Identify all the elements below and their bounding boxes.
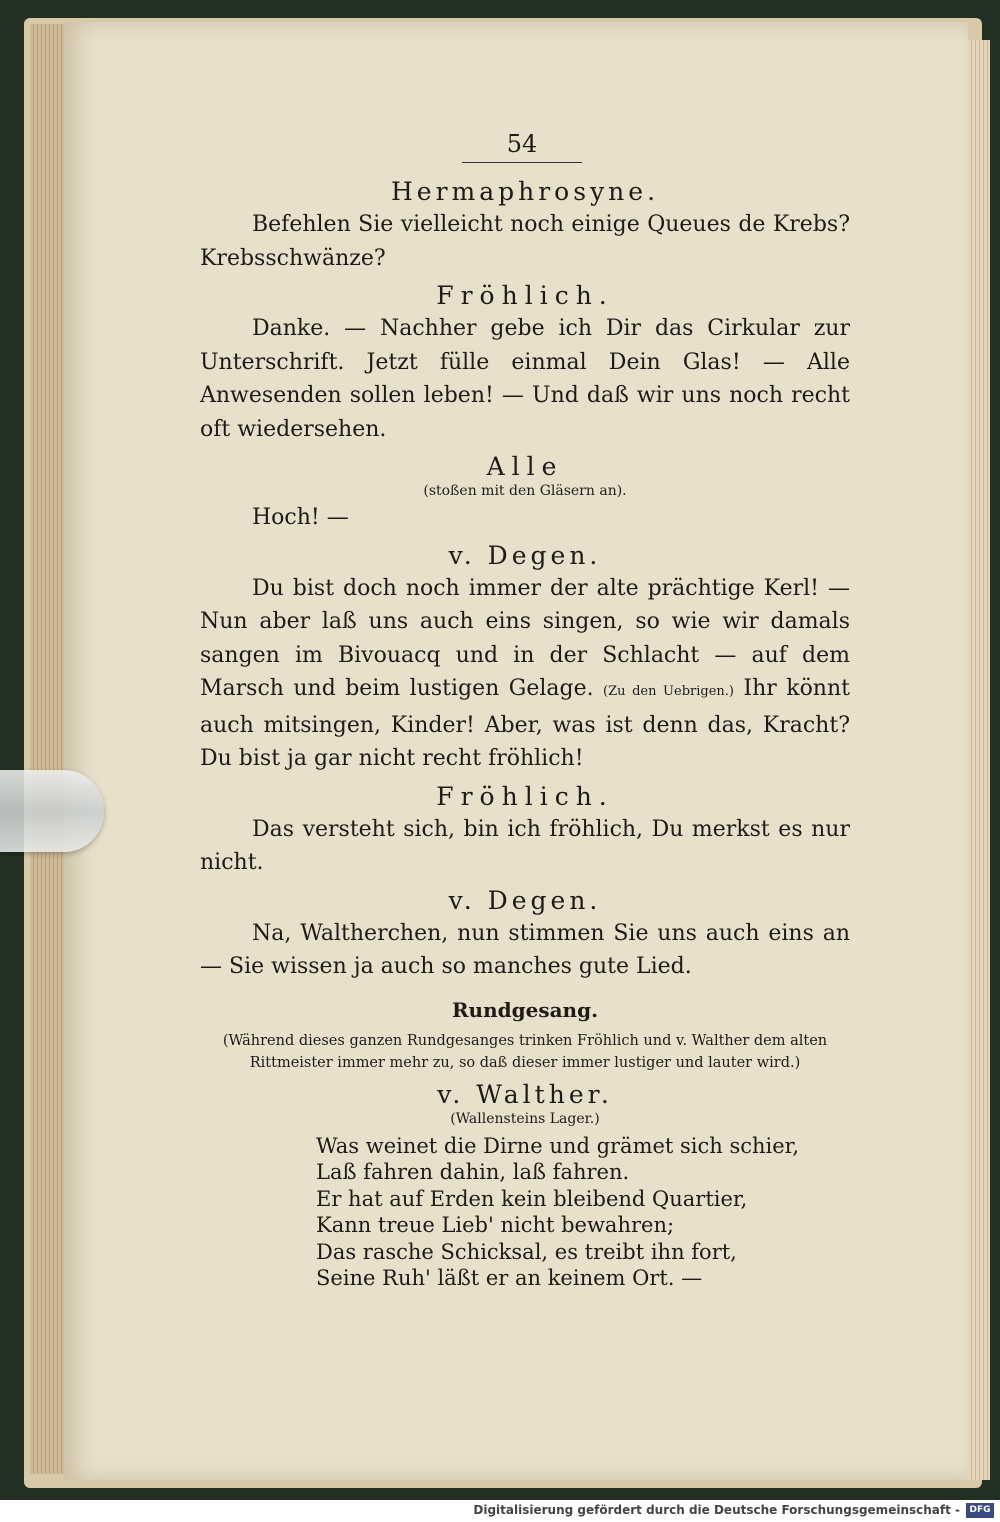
dfg-logo: DFG: [966, 1503, 994, 1518]
dialogue-text: Das versteht sich, bin ich fröhlich, Du merkst es nur nicht.: [200, 816, 850, 875]
song-verse: [316, 1133, 850, 1292]
page-number: 54: [462, 130, 582, 163]
speaker-name: v. Degen.: [448, 885, 602, 915]
funding-notice: Digitalisierung gefördert durch die Deutsche Forschungsgemeinschaft -: [473, 1503, 960, 1517]
speaker-name: Hermaphrosyne.: [390, 177, 660, 206]
stage-direction: (Zu den Uebrigen.): [603, 684, 734, 699]
dialogue-text: [200, 572, 850, 776]
stage-direction: (Wallensteins Lager.): [450, 1110, 600, 1127]
dialogue-text: Danke. — Nachher gebe ich Dir das Cirkular zur Unterschrift. Jetzt fülle einmal Dein Glas! — Alle Anwesenden sollen leben! — Und daß wir uns noch recht oft wiedersehen.: [200, 316, 850, 442]
speaker-name: Fröhlich.: [436, 281, 614, 310]
page-clip: [0, 770, 104, 852]
dialogue-text-part: Ihr könnt auch mitsingen, Kinder! Aber, was ist denn das, Kracht? Du bist ja gar nicht recht fröhlich!: [200, 676, 850, 771]
verse-line: Was weinet die Dirne und grämet sich schier,: [316, 1133, 800, 1158]
speaker-name: v. Walther.: [437, 1079, 613, 1109]
stage-direction: (stoßen mit den Gläsern an).: [423, 483, 627, 499]
stage-note: (Während dieses ganzen Rundgesanges trinken Fröhlich und v. Walther dem alten Rittmeister immer mehr zu, so daß dieser immer lustiger und lauter wird.): [222, 1032, 828, 1071]
verse-line: Er hat auf Erden kein bleibend Quartier,: [316, 1186, 748, 1211]
verse-line: Das rasche Schicksal, es treibt ihn fort,: [316, 1239, 737, 1264]
speaker-name: v. Degen.: [448, 540, 602, 570]
verse-line: Kann treue Lieb' nicht bewahren;: [316, 1213, 675, 1237]
dialogue-text: Befehlen Sie vielleicht noch einige Queues de Krebs? Krebsschwänze?: [200, 212, 850, 271]
speaker-name: Alle: [486, 452, 564, 481]
verse-line: Seine Ruh' läßt er an keinem Ort. —: [316, 1266, 703, 1290]
dialogue-text: Hoch! —: [252, 505, 349, 530]
section-heading: Rundgesang.: [451, 997, 599, 1022]
page-content: [200, 130, 850, 1292]
dialogue-text: Na, Waltherchen, nun stimmen Sie uns auch eins an — Sie wissen ja auch so manches gute Lied.: [200, 920, 850, 979]
footer-bar: [0, 1500, 1000, 1522]
dialogue-text-part: Du bist doch noch immer der alte prächtige Kerl! — Nun aber laß uns auch eins singen, so wie wir damals sangen im Bivouacq und in der Schlacht — auf dem Marsch und beim lustigen Gelage.: [200, 575, 850, 701]
verse-line: Laß fahren dahin, laß fahren.: [316, 1160, 630, 1184]
speaker-name: Fröhlich.: [436, 781, 614, 811]
